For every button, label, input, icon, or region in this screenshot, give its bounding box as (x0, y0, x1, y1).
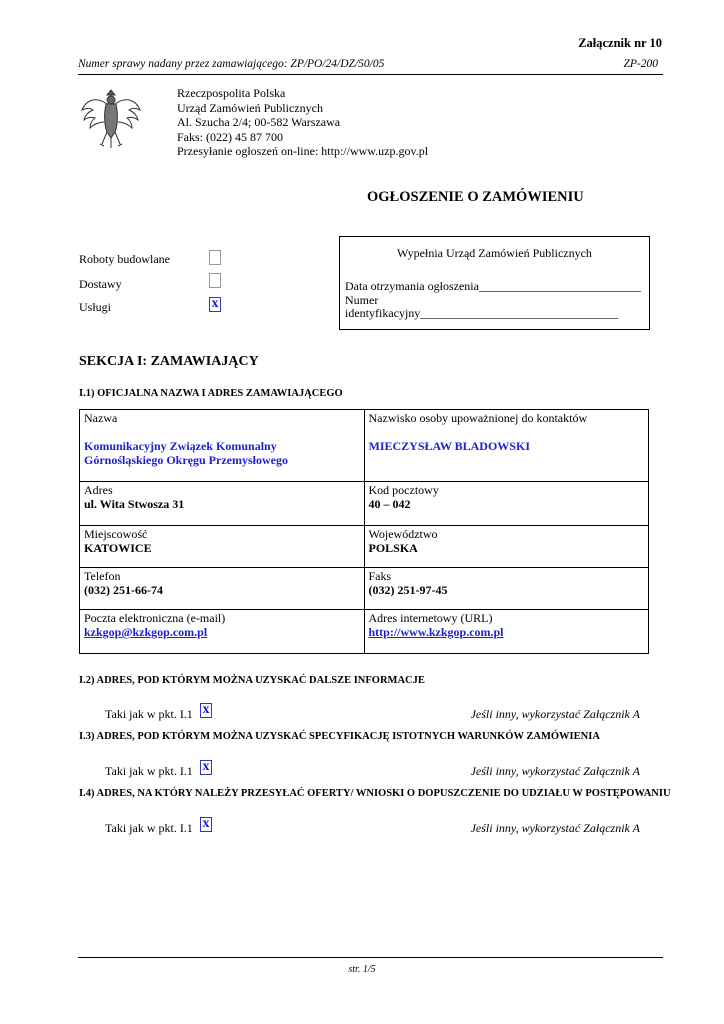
order-type-label: Roboty budowlane (79, 252, 170, 266)
id-label-2: identyfikacyjny_________________________________ (345, 306, 619, 320)
phone-cell (80, 568, 365, 610)
same-as-label: Taki jak w pkt. I.1 (105, 707, 193, 721)
office-line: Al. Szucha 2/4; 00-582 Warszawa (177, 115, 341, 129)
order-type-checkbox-supplies[interactable] (209, 273, 221, 288)
order-type-checkbox-works[interactable] (209, 250, 221, 265)
region-value: POLSKA (368, 541, 418, 555)
header-line (78, 58, 658, 70)
phone-value: (032) 251-66-74 (84, 583, 163, 597)
postal-cell (364, 482, 649, 526)
same-as-label: Taki jak w pkt. I.1 (105, 821, 193, 835)
id-number-field (345, 294, 618, 320)
region-cell (364, 526, 649, 568)
email-cell (80, 610, 365, 654)
contact-value: MIECZYSŁAW BLADOWSKI (368, 439, 530, 453)
form-code: ZP-200 (623, 58, 658, 70)
order-type-label: Usługi (79, 300, 112, 314)
subsection-title: I.2) ADRES, POD KTÓRYM MOŻNA UZYSKAĆ DALSZE INFORMACJE (79, 675, 425, 686)
header-divider (78, 74, 663, 75)
id-label-1: Numer (345, 293, 379, 307)
city-label: Miejscowość (84, 527, 148, 541)
email-label: Poczta elektroniczna (e-mail) (84, 611, 226, 625)
subsection-title: I.3) ADRES, POD KTÓRYM MOŻNA UZYSKAĆ SPECYFIKACJĘ ISTOTNYCH WARUNKÓW ZAMÓWIENIA (79, 731, 600, 742)
else-note: Jeśli inny, wykorzystać Załącznik A (470, 821, 640, 835)
order-type-label: Dostawy (79, 277, 122, 291)
fax-cell (364, 568, 649, 610)
subsection-title: I.1) OFICJALNA NAZWA I ADRES ZAMAWIAJĄCEGO (79, 388, 343, 399)
office-line: Urząd Zamówień Publicznych (177, 100, 323, 115)
office-line: Rzeczpospolita Polska (177, 86, 286, 100)
postal-label: Kod pocztowy (368, 483, 439, 497)
url-link[interactable]: http://www.kzkgop.com.pl (368, 625, 504, 639)
region-label: Województwo (368, 527, 438, 541)
office-line: Przesyłanie ogłoszeń on-line: http://www.uzp.gov.pl (177, 144, 429, 158)
same-as-checkbox-i4[interactable]: x (200, 817, 212, 832)
url-label: Adres internetowy (URL) (368, 611, 493, 625)
contact-label: Nazwisko osoby upoważnionej do kontaktów (368, 411, 588, 425)
page-number: str. 1/5 (348, 964, 376, 975)
city-cell (80, 526, 365, 568)
case-number: Numer sprawy nadany przez zamawiającego: ZP/PO/24/DZ/50/05 (78, 58, 385, 70)
phone-label: Telefon (84, 569, 121, 583)
contracting-table (79, 409, 649, 654)
received-date-field: Data otrzymania ogłoszenia___________________________ (345, 279, 641, 293)
else-note: Jeśli inny, wykorzystać Załącznik A (470, 764, 640, 778)
office-line: Faks: (022) 45 87 700 (177, 129, 283, 144)
page-title: OGŁOSZENIE O ZAMÓWIENIU (367, 189, 584, 205)
fax-value: (032) 251-97-45 (368, 583, 448, 597)
same-as-checkbox-i3[interactable]: x (200, 760, 212, 775)
fax-label: Faks (368, 569, 392, 583)
contact-cell (364, 410, 649, 482)
office-address (177, 86, 428, 159)
same-as-checkbox-i2[interactable]: x (200, 703, 212, 718)
city-value: KATOWICE (84, 541, 152, 555)
url-cell (364, 610, 649, 654)
eagle-emblem-icon (78, 86, 144, 152)
address-value: ul. Wita Stwosza 31 (84, 497, 185, 511)
name-label: Nazwa (84, 411, 118, 425)
name-value: Komunikacyjny Związek Komunalny (84, 439, 277, 453)
email-link[interactable]: kzkgop@kzkgop.com.pl (84, 625, 208, 639)
office-use-box (339, 236, 650, 330)
subsection-title: I.4) ADRES, NA KTÓRY NALEŻY PRZESYŁAĆ OFERTY/ WNIOSKI O DOPUSZCZENIE DO UDZIAŁU W POSTĘPOWANIU (79, 788, 671, 799)
address-cell (80, 482, 365, 526)
address-label: Adres (84, 483, 113, 497)
name-value-2: Górnośląskiego Okręgu Przemysłowego (84, 453, 288, 467)
else-note: Jeśli inny, wykorzystać Załącznik A (470, 707, 640, 721)
order-type-checkbox-services[interactable]: x (209, 297, 221, 312)
same-as-label: Taki jak w pkt. I.1 (105, 764, 193, 778)
footer-divider (78, 957, 663, 958)
attachment-label: Załącznik nr 10 (578, 36, 662, 50)
name-cell (80, 410, 365, 482)
section-heading: SEKCJA I: ZAMAWIAJĄCY (79, 354, 259, 369)
office-box-heading: Wypełnia Urząd Zamówień Publicznych (397, 246, 592, 260)
postal-value: 40 – 042 (368, 497, 411, 511)
